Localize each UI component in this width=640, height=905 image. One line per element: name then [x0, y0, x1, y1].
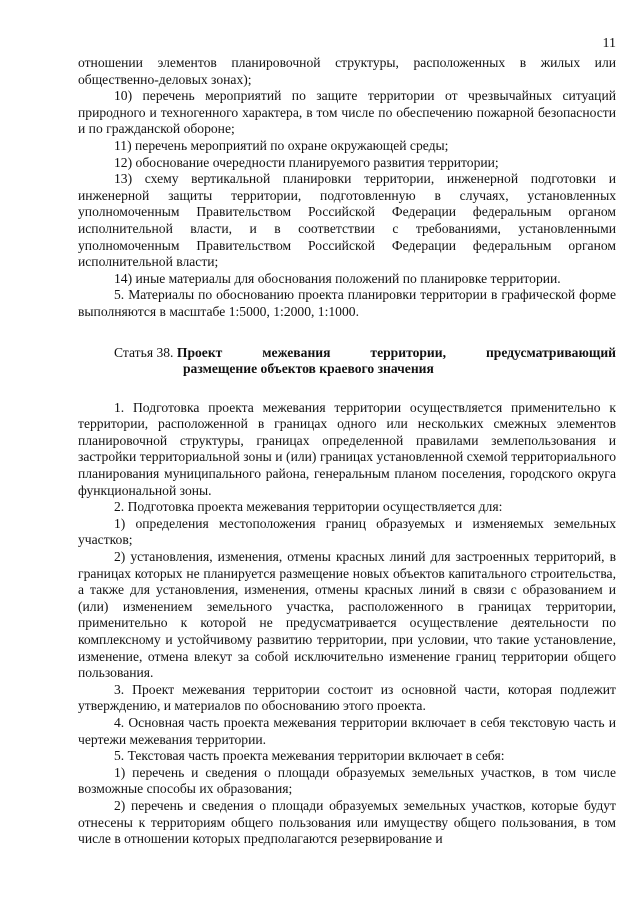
article-heading-line-2: размещение объектов краевого значения — [183, 361, 434, 377]
list-item-10: 10) перечень мероприятий по защите территории от чрезвычайных ситуаций природного и техногенного характера, в том числе по обеспечению пожарной безопасности и по гражданской обороне; — [78, 88, 616, 137]
article-number: Статья 38. — [114, 344, 174, 360]
paragraph-continuation: отношении элементов планировочной структуры, расположенных в жилых или общественно-деловых зонах); — [78, 55, 616, 87]
paragraph-2-item-2: 2) установления, изменения, отмены красных линий для застроенных территорий, в границах которых не планируется размещение новых объектов капитального строительства, а также для установления, изменения, отмены красных линий в связи с образованием и (или) изменением земельного участка, расположенного в границах территории, применительно к которой не предусматривается осуществление деятельности по комплексному и устойчивому развитию территории, при условии, что такие установление, изменение, отмена влекут за собой исключительно изменение границ территории общего пользования. — [78, 549, 616, 681]
paragraph-5: 5. Текстовая часть проекта межевания территории включает в себя: — [114, 748, 505, 764]
heading-word-2: межевания — [262, 344, 331, 360]
paragraph-4: 4. Основная часть проекта межевания территории включает в себя текстовую часть и чертежи межевания территории. — [78, 714, 616, 747]
paragraphs-top-block — [78, 55, 616, 321]
paragraph-2: 2. Подготовка проекта межевания территории осуществляется для: — [114, 499, 503, 515]
article-heading — [78, 345, 616, 378]
paragraph-5-item-2: 2) перечень и сведения о площади образуемых земельных участков, которые будут отнесены к территориям общего пользования или имуществу общего пользования, в том числе в отношении которых предполагаются резервирование и — [78, 797, 616, 847]
paragraph-1: 1. Подготовка проекта межевания территории осуществляется применительно к территории, расположенной в границах одного или нескольких смежных элементов планировочной структуры, границах определенной правилами землепользования и застройки территориальной зоны и (или) границах установленной схемой территориального планирования муниципального района, генеральным планом поселения, городского округа функциональной зоны. — [78, 399, 616, 498]
paragraphs-bottom-block — [78, 400, 616, 848]
paragraph-3: 3. Проект межевания территории состоит из основной части, которая подлежит утверждению, и материалов по обоснованию этого проекта. — [78, 681, 616, 714]
paragraph-2-item-1: 1) определения местоположения границ образуемых и изменяемых земельных участков; — [78, 515, 616, 548]
list-item-11: 11) перечень мероприятий по охране окружающей среды; — [114, 137, 449, 153]
paragraph-5-scale: 5. Материалы по обоснованию проекта планировки территории в графической форме выполняются в масштабе 1:5000, 1:2000, 1:1000. — [78, 287, 616, 319]
heading-word-1: Проект — [176, 344, 223, 360]
document-body — [78, 55, 616, 848]
list-item-14: 14) иные материалы для обоснования положений по планировке территории. — [114, 270, 561, 286]
article-heading-line-1 — [78, 345, 616, 362]
paragraph-5-item-1: 1) перечень и сведения о площади образуемых земельных участков, в том числе возможные способы их образования; — [78, 764, 616, 797]
heading-word-3: территории, — [370, 344, 446, 360]
list-item-12: 12) обоснование очередности планируемого развития территории; — [114, 154, 499, 170]
heading-word-4: предусматривающий — [485, 344, 616, 360]
list-item-13: 13) схему вертикальной планировки территории, инженерной подготовки и инженерной защиты территории, подготовленную в случаях, установленных уполномоченным Правительством Российской Федерации федеральным органом исполнительной власти, и в соответствии с требованиями, установленными уполномоченным Правительством Российской Федерации федеральным органом исполнительной власти; — [78, 171, 616, 270]
page-number: 11 — [602, 36, 616, 51]
